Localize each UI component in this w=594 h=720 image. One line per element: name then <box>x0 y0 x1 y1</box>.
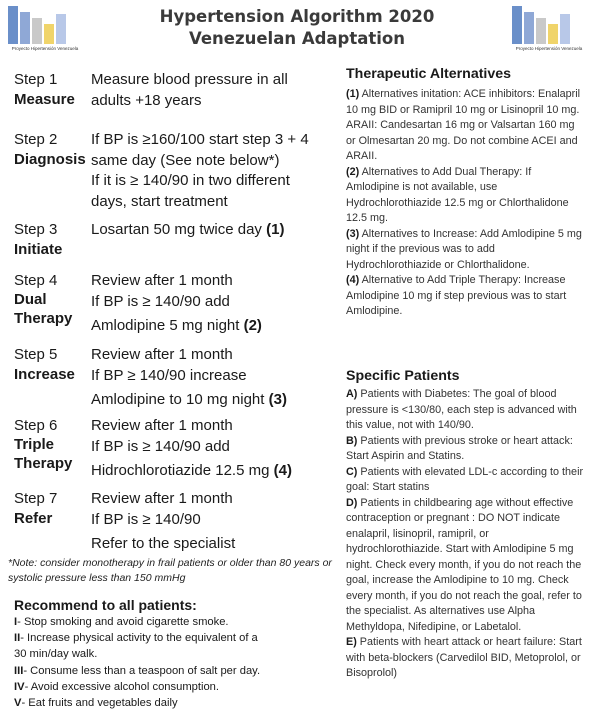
page-title <box>100 6 494 50</box>
recommend-item: V- Eat fruits and vegetables daily <box>14 697 178 710</box>
specific-heading: Specific Patients <box>346 368 460 384</box>
step-name-2: Therapy <box>14 310 73 327</box>
step-line: If BP is ≥160/100 start step 3 + 4 <box>91 131 309 148</box>
logo-bar <box>524 12 534 44</box>
therapeutic-alternatives <box>346 64 586 320</box>
title-line-1: Hypertension Algorithm 2020 <box>159 7 435 26</box>
specific-item: C) Patients with elevated LDL-c according to their goal: Start statins <box>346 465 584 493</box>
recommend-item: IV- Avoid excessive alcohol consumption. <box>14 680 220 693</box>
step-reference: (2) <box>243 317 262 334</box>
step-name: Measure <box>14 91 75 108</box>
logo-left <box>6 4 84 51</box>
specific-item: D) Patients in childbearing age without effective contraception or pregnant : DO NOT indicate enalapril, lisinopril, ramipril, or hydrochlorothiazide. Start with Amlodipine 5 mg night. Check every month, if you do not reach the goal, increase the Amlodipine to 10 mg. Check every month, if you do not reach the goal, refer to the specialist. As alternatives use Alpha Methyldopa, Nifedipine, or Labetalol. <box>346 496 582 633</box>
logo-bar <box>536 18 546 44</box>
step-line: same day (See note below*) <box>91 151 280 169</box>
step-line: Hidrochlorotiazide 12.5 mg <box>91 462 270 479</box>
recommend-item: I- Stop smoking and avoid cigarette smoke. <box>14 616 229 628</box>
logo-bar <box>548 24 558 44</box>
therapeutic-item: (2) Alternatives to Add Dual Therapy: If Amlodipine is not available, use Hydrochlorothiazide 12.5 mg or Chlorthalidone 12.5 mg. <box>346 165 569 224</box>
step-line: If BP ≥ 140/90 increase <box>91 366 247 384</box>
recommend-item: III- Consume less than a teaspoon of salt per day. <box>14 664 261 677</box>
logo-bars <box>6 4 84 44</box>
logo-right <box>510 4 588 51</box>
therapeutic-item: (4) Alternative to Add Triple Therapy: Increase Amlodipine 10 mg if step previous was to start Amlodipine. <box>346 274 567 317</box>
step-line: Losartan 50 mg twice day <box>91 221 262 238</box>
specific-item: B) Patients with previous stroke or heart attack: Start Aspirin and Statins. <box>346 434 573 462</box>
logo-bar <box>20 12 30 44</box>
step-name: Refer <box>14 510 53 527</box>
step-line: Amlodipine 5 mg night <box>91 317 240 334</box>
step-reference: (4) <box>273 462 292 479</box>
therapeutic-item: (3) Alternatives to Increase: Add Amlodipine 5 mg night if the previous was to add Hydrochlorothiazide or Chlorthalidone. <box>346 227 582 271</box>
step-number: Step 6 <box>14 417 58 434</box>
step-reference: (3) <box>268 391 287 408</box>
therapeutic-heading: Therapeutic Alternatives <box>346 66 512 82</box>
therapeutic-item: (1) Alternatives initation: ACE inhibitors: Enalapril 10 mg BID or Ramipril 10 mg or Lisinopril 10 mg. ARAII: Candesartan 16 mg or Valsartan 160 mg or Olmesartan 20 mg. Do not combine ACEI and ARAII. <box>346 88 581 162</box>
step-line: Review after 1 month <box>91 272 233 289</box>
step-line: If BP is ≥ 140/90 add <box>91 292 230 310</box>
logo-bar <box>32 18 42 44</box>
step-name-2: Therapy <box>14 455 73 472</box>
specific-patients <box>346 387 586 682</box>
step-line: If it is ≥ 140/90 in two different <box>91 172 290 189</box>
logo-bar <box>512 6 522 44</box>
step-number: Step 1 <box>14 71 58 88</box>
step-name: Increase <box>14 366 75 383</box>
step-number: Step 2 <box>14 131 58 148</box>
logo-bar <box>560 14 570 44</box>
step-line: Review after 1 month <box>91 490 233 507</box>
step-name: Dual <box>14 291 47 308</box>
step-line: If BP is ≥ 140/90 add <box>91 437 230 455</box>
recommend-item: II- Increase physical activity to the equivalent of a <box>14 632 258 645</box>
step-name: Initiate <box>14 241 63 258</box>
title-line-2: Venezuelan Adaptation <box>189 29 405 48</box>
step-line: days, start treatment <box>91 192 228 210</box>
logo-bar <box>8 6 18 44</box>
step-name: Diagnosis <box>14 151 86 168</box>
step-line: adults +18 years <box>91 91 202 109</box>
monotherapy-note: *Note: consider monotherapy in frail patients or older than 80 years or systolic pressure less than 150 mmHg <box>8 557 332 584</box>
step-reference: (1) <box>266 221 285 238</box>
step-number: Step 3 <box>14 221 58 238</box>
recommend-section <box>14 596 344 711</box>
step-number: Step 7 <box>14 490 58 507</box>
step-line: Refer to the specialist <box>91 535 236 552</box>
step-line: If BP is ≥ 140/90 <box>91 510 201 528</box>
logo-caption: Proyecto Hipertensión Venezuela <box>515 46 583 51</box>
specific-item: A) Patients with Diabetes: The goal of blood pressure is <130/80, each step is advanced with this value, not with 140/90. <box>346 388 577 431</box>
logo-bar <box>56 14 66 44</box>
logo-caption: Proyecto Hipertensión Venezuela <box>11 46 79 51</box>
step-number: Step 4 <box>14 272 58 289</box>
recommend-item: 30 min/day walk. <box>14 648 98 661</box>
specific-patients-header <box>346 366 586 386</box>
step-name: Triple <box>14 436 55 453</box>
step-line: Amlodipine to 10 mg night <box>91 391 265 408</box>
step-line: Measure blood pressure in all <box>91 71 288 88</box>
step-line: Review after 1 month <box>91 417 233 434</box>
logo-bars <box>510 4 588 44</box>
step-line: Review after 1 month <box>91 346 233 363</box>
step-number: Step 5 <box>14 346 58 363</box>
recommend-heading: Recommend to all patients: <box>14 597 197 613</box>
specific-item: E) Patients with heart attack or heart failure: Start with beta-blockers (Carvedilol BID, Metoprolol, or Bisoprolol) <box>346 636 582 679</box>
logo-bar <box>44 24 54 44</box>
